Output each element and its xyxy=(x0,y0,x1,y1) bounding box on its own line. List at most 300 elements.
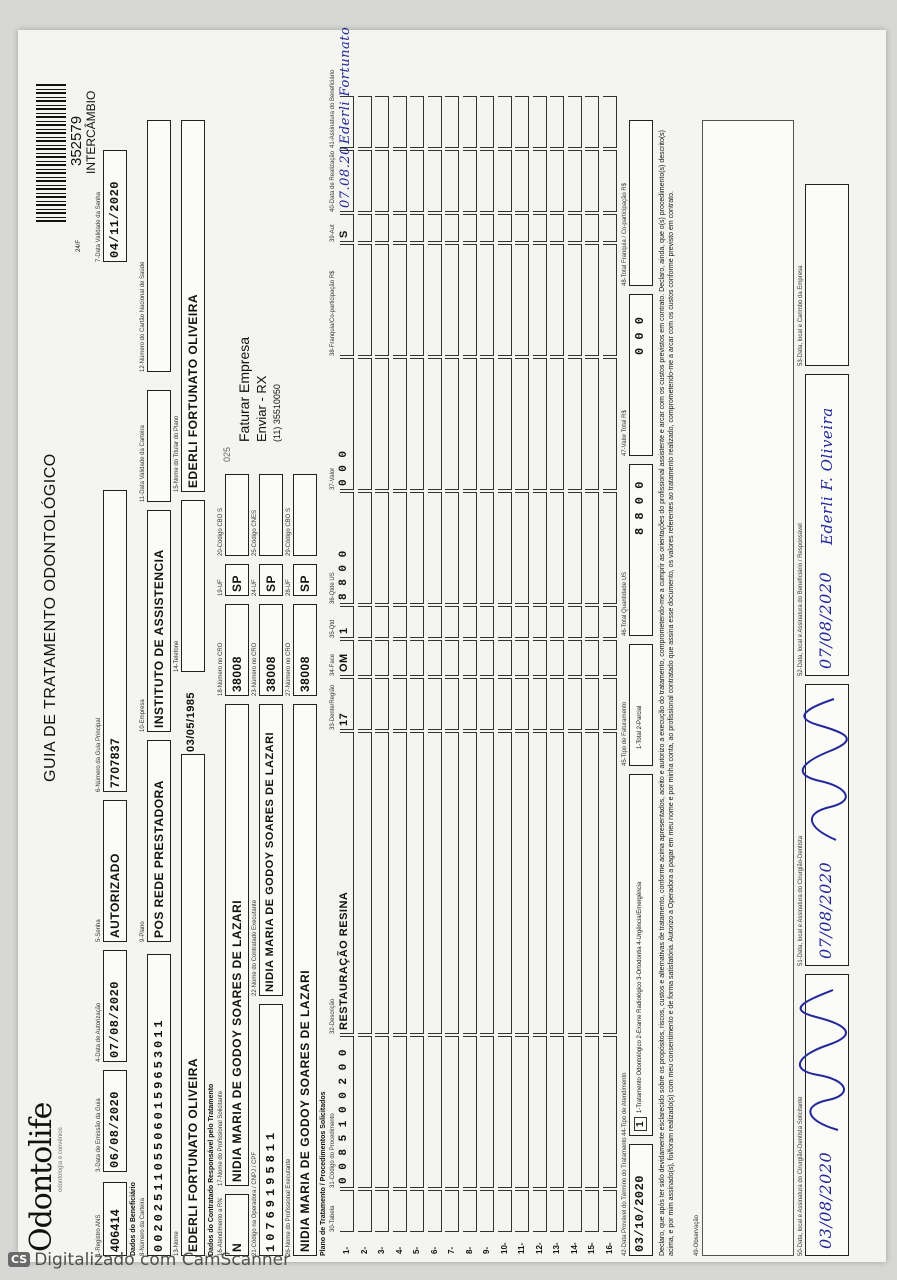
procedure-cell-tabela xyxy=(498,1190,512,1232)
page-title: GUIA DE TRATAMENTO ODONTOLÓGICO xyxy=(42,453,59,782)
plano-value: POS REDE PRESTADORA xyxy=(152,780,166,938)
procedure-cell-aut xyxy=(585,214,599,242)
procedure-cell-face xyxy=(410,640,424,676)
procedure-cell-tabela xyxy=(550,1190,564,1232)
procedure-cell-tabela xyxy=(340,1190,354,1232)
procedure-cell-codigo xyxy=(445,1036,459,1188)
uf2-box xyxy=(259,564,283,596)
procedure-cell-codigo xyxy=(568,1036,582,1188)
procedure-cell-aut xyxy=(393,214,407,242)
carteira-box xyxy=(147,954,171,1256)
uf3-box xyxy=(293,564,317,596)
procedure-row-number: 15- xyxy=(587,1242,596,1254)
nome-value: EDERLI FORTUNATO OLIVEIRA xyxy=(186,1057,200,1252)
procedure-cell-franquia xyxy=(393,244,407,356)
senha-box xyxy=(103,800,127,942)
executante-box xyxy=(293,704,317,1256)
procedure-cell-descricao xyxy=(428,732,442,1034)
procedure-cell-dente xyxy=(463,678,477,730)
telefone-box xyxy=(181,500,205,672)
procedure-row xyxy=(585,122,600,1254)
valor-total-box xyxy=(629,294,653,456)
procedure-value-codigo: 0 0 8 5 1 0 0 2 0 0 xyxy=(338,1049,350,1184)
label-data-termino: 42-Data Provável do Término do Tratamento xyxy=(622,1137,628,1256)
procedure-cell-face xyxy=(533,640,547,676)
procedure-cell-codigo xyxy=(585,1036,599,1188)
procedure-cell-dente xyxy=(445,678,459,730)
procedure-cell-codigo xyxy=(358,1036,372,1188)
procedure-cell-tabela xyxy=(410,1190,424,1232)
procedure-header-8: 38-Franquia/Co-participação R$ xyxy=(330,270,336,356)
procedure-cell-qtd xyxy=(340,606,354,638)
sig1-scribble xyxy=(798,985,854,1135)
procedure-cell-franquia xyxy=(428,244,442,356)
procedure-cell-aut xyxy=(340,214,354,242)
procedure-value-descricao: RESTAURAÇÃO RESINA xyxy=(338,891,350,1030)
cro2-value: 38008 xyxy=(264,656,278,692)
procedure-cell-qtd xyxy=(480,606,494,638)
procedure-cell-dente xyxy=(533,678,547,730)
procedure-row xyxy=(533,122,548,1254)
validade-carteira-box xyxy=(147,390,171,502)
valor-total-value: 0 0 0 xyxy=(633,316,647,355)
tipo-atendimento-options: 1-Tratamento Odontológico 2-Exame Radiológico 3-Ortodontia 4-Urgência/Emergência xyxy=(637,881,643,1113)
procedure-cell-us xyxy=(393,492,407,604)
label-sig4: 53-Data, local e Carimbo da Empresa xyxy=(798,265,804,366)
procedure-cell-aut xyxy=(550,214,564,242)
procedure-row xyxy=(445,122,460,1254)
data-autorizacao-box xyxy=(103,950,127,1062)
sig3-name: Ederli F. Oliveira xyxy=(818,407,836,545)
carteira-value: 00202511055060159653011 xyxy=(152,1017,166,1252)
empresa-box xyxy=(147,510,171,732)
procedure-row xyxy=(375,122,390,1254)
procedure-row-number: 1- xyxy=(342,1246,351,1254)
cns-box xyxy=(147,120,171,372)
uf3-value: SP xyxy=(298,574,312,592)
section-procedimentos: Plano de Tratamento / Procedimentos Solicitados xyxy=(320,1091,327,1256)
procedure-row xyxy=(410,122,425,1254)
total-us-box xyxy=(629,464,653,636)
atendimento-rn-box xyxy=(225,1194,249,1256)
procedure-cell-descricao xyxy=(480,732,494,1034)
plano-box xyxy=(147,740,171,942)
procedure-cell-franquia xyxy=(603,244,617,356)
procedure-row-number: 10- xyxy=(499,1242,509,1254)
procedure-cell-data xyxy=(603,150,617,212)
label-executante: 26-Nome do Profissional Executante xyxy=(286,1158,292,1256)
procedure-cell-assinatura xyxy=(463,96,477,148)
procedure-cell-dente xyxy=(375,678,389,730)
procedure-value-us: 8 8 0 0 xyxy=(338,550,350,600)
procedure-row-number: 5- xyxy=(412,1246,421,1254)
label-nome: 13-Nome xyxy=(174,1231,180,1256)
procedure-cell-descricao xyxy=(550,732,564,1034)
procedure-cell-codigo xyxy=(428,1036,442,1188)
procedure-cell-aut xyxy=(358,214,372,242)
procedure-cell-dente xyxy=(410,678,424,730)
label-cnes: 25-Código CNES xyxy=(252,509,258,556)
procedure-cell-us xyxy=(445,492,459,604)
label-validade-carteira: 11-Data Validade da Carteira xyxy=(140,425,146,502)
procedure-cell-aut xyxy=(428,214,442,242)
sig2-date: 07/08/2020 xyxy=(816,861,835,959)
procedure-cell-assinatura xyxy=(585,96,599,148)
guia-principal-value: 7707837 xyxy=(108,737,122,788)
declaration-text: Declaro, que após ter sido devidamente esclarecido sobre os propósitos, riscos, custos e alternativas de tratamento, conforme acima apresentados, aceito e autorizo a execução do tratamento, comprometendo-me a cumprir as orientações do profissional assistente e arcar com os custos previstos em contrato. Declaro, ainda, que o(s) procedimento(s) descrito(s) acima, e por mim assinado(s), foi/foram realizado(s) com meu consentimento e de forma satisfatória. Autorizo a Operadora a pagar em meu nome e por minha conta, ao profissional contratado que assina esse documento, os valores referentes ao tratamento realizado, comprometendo-me a arcar com os custos conforme previsto em contrato. xyxy=(659,130,675,1256)
procedure-row xyxy=(428,122,443,1254)
label-cbo: 20-Código CBO S xyxy=(218,507,224,556)
procedure-cell-us xyxy=(410,492,424,604)
cnes-box xyxy=(259,474,283,556)
empresa-value: INSTITUTO DE ASSISTENCIA xyxy=(152,549,166,728)
procedure-cell-us xyxy=(358,492,372,604)
label-operadora-code: 21-Código na Operadora / CNPJ / CPF xyxy=(252,1151,258,1256)
procedure-header-1: 31-Código do Procedimento xyxy=(330,1113,336,1188)
procedure-cell-us xyxy=(428,492,442,604)
atendimento-rn-value: N xyxy=(230,1242,244,1252)
procedure-cell-valor xyxy=(393,358,407,490)
procedure-cell-assinatura xyxy=(568,96,582,148)
scanned-form-page xyxy=(18,26,886,1262)
label-contratado-exec: 22-Nome do Contratado Executante xyxy=(252,899,258,996)
procedure-cell-qtd xyxy=(515,606,529,638)
procedure-cell-data xyxy=(358,150,372,212)
cbo-box xyxy=(225,474,249,556)
procedure-cell-descricao xyxy=(410,732,424,1034)
procedure-cell-aut xyxy=(445,214,459,242)
senha-value: AUTORIZADO xyxy=(108,853,122,938)
label-empresa: 10-Empresa xyxy=(140,699,146,732)
procedure-cell-dente xyxy=(358,678,372,730)
procedure-header-11: 41-Assinatura do Beneficiário xyxy=(330,69,336,148)
procedure-cell-descricao xyxy=(393,732,407,1034)
procedure-cell-dente xyxy=(393,678,407,730)
procedure-cell-face xyxy=(375,640,389,676)
data-termino-box xyxy=(629,1144,653,1256)
procedure-cell-us xyxy=(550,492,564,604)
procedure-cell-qtd xyxy=(375,606,389,638)
operadora-code-box xyxy=(259,1004,283,1256)
label-cbo3: 29-Código CBO S xyxy=(286,507,292,556)
contratado-exec-box xyxy=(259,704,283,996)
procedure-cell-dente xyxy=(515,678,529,730)
procedure-row xyxy=(463,122,478,1254)
cro3-box xyxy=(293,604,317,696)
camscanner-logo-icon: CS xyxy=(8,1252,30,1267)
procedure-cell-valor xyxy=(480,358,494,490)
barcode xyxy=(36,82,66,222)
sig3-date: 07/08/2020 xyxy=(816,571,835,669)
procedure-cell-qtd xyxy=(533,606,547,638)
procedure-cell-data xyxy=(550,150,564,212)
procedure-cell-assinatura xyxy=(515,96,529,148)
procedure-cell-qtd xyxy=(463,606,477,638)
procedure-cell-descricao xyxy=(375,732,389,1034)
procedure-row-number: 6- xyxy=(429,1246,439,1254)
procedure-value-data: 07.08.20 xyxy=(338,146,353,208)
procedure-cell-valor xyxy=(585,358,599,490)
label-cro3: 27-Número no CRO xyxy=(286,642,292,696)
procedure-value-valor: 0 0 0 xyxy=(338,450,350,486)
procedure-header-2: 32-Descrição xyxy=(330,998,336,1034)
label-uf2: 24-UF xyxy=(252,579,258,596)
procedure-header-5: 35-Qtd xyxy=(330,619,336,638)
procedure-cell-face xyxy=(480,640,494,676)
procedure-cell-qtd xyxy=(550,606,564,638)
guia-principal-box xyxy=(103,490,127,792)
procedure-cell-aut xyxy=(568,214,582,242)
procedure-cell-assinatura xyxy=(498,96,512,148)
procedure-cell-qtd xyxy=(603,606,617,638)
logo-tagline: odontologia e convênios xyxy=(58,1127,64,1192)
procedure-cell-codigo xyxy=(463,1036,477,1188)
procedure-cell-dente xyxy=(603,678,617,730)
label-plano: 9-Plano xyxy=(140,921,146,942)
procedure-cell-tabela xyxy=(603,1190,617,1232)
procedure-cell-tabela xyxy=(463,1190,477,1232)
procedure-cell-qtd xyxy=(358,606,372,638)
sig2-scribble xyxy=(798,695,854,845)
procedure-cell-franquia xyxy=(515,244,529,356)
procedure-value-face: OM xyxy=(338,653,350,672)
data-emissao-value: 06/08/2020 xyxy=(108,1090,122,1168)
procedure-cell-tabela xyxy=(428,1190,442,1232)
label-senha: 5-Senha xyxy=(96,919,102,942)
procedure-cell-dente xyxy=(428,678,442,730)
procedure-cell-descricao xyxy=(463,732,477,1034)
procedure-cell-data xyxy=(515,150,529,212)
procedure-cell-face xyxy=(585,640,599,676)
procedure-cell-data xyxy=(393,150,407,212)
procedure-cell-assinatura xyxy=(410,96,424,148)
procedure-cell-codigo xyxy=(340,1036,354,1188)
label-uf3: 28-UF xyxy=(286,579,292,596)
procedure-row xyxy=(568,122,583,1254)
procedure-header-3: 33-Dente/Região xyxy=(330,684,336,730)
procedure-cell-assinatura xyxy=(533,96,547,148)
contratado-exec-value: NIDIA MARIA DE GODOY SOARES DE LAZARI xyxy=(264,731,276,992)
cbo3-box xyxy=(293,474,317,556)
procedure-row-number: 16- xyxy=(604,1242,614,1254)
label-valor-total: 47-Valor Total R$ xyxy=(622,410,628,456)
procedure-cell-qtd xyxy=(445,606,459,638)
sig1-box xyxy=(805,974,849,1256)
procedure-header-4: 34-Face xyxy=(330,653,336,676)
procedure-cell-codigo xyxy=(480,1036,494,1188)
data-emissao-box xyxy=(103,1070,127,1172)
validade-senha-box xyxy=(103,150,127,262)
cro-box xyxy=(225,604,249,696)
page-marker: 24/F xyxy=(76,239,82,252)
procedure-cell-valor xyxy=(603,358,617,490)
procedure-cell-valor xyxy=(445,358,459,490)
label-uf: 19-UF xyxy=(218,579,224,596)
procedure-cell-face xyxy=(463,640,477,676)
procedure-value-aut: S xyxy=(338,230,350,238)
procedure-cell-face xyxy=(550,640,564,676)
procedure-row xyxy=(498,122,513,1254)
procedure-cell-franquia xyxy=(498,244,512,356)
procedure-cell-data xyxy=(445,150,459,212)
procedure-cell-descricao xyxy=(498,732,512,1034)
procedure-cell-franquia xyxy=(480,244,494,356)
procedure-cell-dente xyxy=(498,678,512,730)
procedure-cell-data xyxy=(585,150,599,212)
label-cro2: 23-Número no CRO xyxy=(252,642,258,696)
procedure-cell-franquia xyxy=(533,244,547,356)
procedure-cell-codigo xyxy=(410,1036,424,1188)
procedure-cell-data xyxy=(463,150,477,212)
procedure-cell-face xyxy=(445,640,459,676)
procedure-cell-tabela xyxy=(375,1190,389,1232)
procedure-cell-tabela xyxy=(445,1190,459,1232)
procedure-cell-codigo xyxy=(515,1036,529,1188)
procedure-cell-us xyxy=(603,492,617,604)
label-total-us: 46-Total Quantidade US xyxy=(622,571,628,636)
procedure-cell-aut xyxy=(498,214,512,242)
label-tipo-atendimento: 44-Tipo de Atendimento xyxy=(622,1072,628,1136)
executante-value: NIDIA MARIA DE GODOY SOARES DE LAZARI xyxy=(298,969,312,1252)
procedure-cell-tabela xyxy=(533,1190,547,1232)
procedure-cell-dente xyxy=(550,678,564,730)
procedure-header-6: 36-Qtde US xyxy=(330,572,336,604)
nascimento-value: 03/05/1985 xyxy=(185,691,197,752)
uf2-value: SP xyxy=(264,574,278,592)
procedure-cell-franquia xyxy=(410,244,424,356)
observacao-box xyxy=(702,120,794,1256)
procedure-cell-dente xyxy=(568,678,582,730)
procedure-cell-tabela xyxy=(568,1190,582,1232)
procedure-header-7: 37-Valor xyxy=(330,467,336,490)
procedure-cell-us xyxy=(533,492,547,604)
procedure-cell-valor xyxy=(358,358,372,490)
section-contratado: Dados do Contratado Responsável pelo Tratamento xyxy=(208,1083,215,1256)
procedure-cell-valor xyxy=(515,358,529,490)
procedure-cell-descricao xyxy=(585,732,599,1034)
operadora-code-value: 10769195811 xyxy=(264,1128,278,1252)
procedure-cell-dente xyxy=(585,678,599,730)
procedure-cell-face xyxy=(515,640,529,676)
procedure-cell-aut xyxy=(375,214,389,242)
total-us-value: 8 8 0 0 xyxy=(633,481,647,535)
label-telefone: 14-Telefone xyxy=(174,640,180,672)
tipo-faturamento-box xyxy=(629,644,653,766)
procedure-cell-us xyxy=(515,492,529,604)
procedure-cell-us xyxy=(463,492,477,604)
procedure-cell-descricao xyxy=(445,732,459,1034)
sig3-box xyxy=(805,374,849,676)
profissional-box xyxy=(225,704,249,1186)
procedure-row-number: 14- xyxy=(569,1242,579,1254)
label-validade-senha: 7-Data Validade da Senha xyxy=(96,192,102,262)
procedure-cell-qtd xyxy=(498,606,512,638)
procedure-cell-data xyxy=(498,150,512,212)
procedure-row-number: 13- xyxy=(552,1242,561,1254)
label-data-emissao: 3-Data de Emissão da Guia xyxy=(96,1098,102,1172)
procedure-cell-franquia xyxy=(358,244,372,356)
procedure-cell-assinatura xyxy=(480,96,494,148)
procedure-cell-tabela xyxy=(393,1190,407,1232)
procedure-cell-data xyxy=(480,150,494,212)
label-nome-titular: 15-Nome do Titular do Plano xyxy=(174,415,180,492)
procedure-cell-us xyxy=(498,492,512,604)
procedure-row-number: 7- xyxy=(447,1246,456,1254)
profissional-value: NIDIA MARIA DE GODOY SOARES DE LAZARI xyxy=(230,899,244,1182)
franquia-total-box xyxy=(629,120,653,286)
procedure-cell-descricao xyxy=(515,732,529,1034)
procedure-cell-valor xyxy=(340,358,354,490)
procedure-cell-aut xyxy=(533,214,547,242)
tipo-faturamento-options: 1-Total 2-Parcial xyxy=(637,705,643,749)
procedure-cell-qtd xyxy=(428,606,442,638)
procedure-value-qtd: 1 xyxy=(338,627,350,634)
procedure-cell-assinatura xyxy=(550,96,564,148)
procedure-cell-valor xyxy=(428,358,442,490)
label-registro-ans: 1-Registro ANS xyxy=(96,1214,102,1256)
procedure-cell-valor xyxy=(568,358,582,490)
procedure-cell-aut xyxy=(515,214,529,242)
procedure-cell-face xyxy=(340,640,354,676)
procedure-cell-data xyxy=(410,150,424,212)
procedure-cell-qtd xyxy=(410,606,424,638)
sig1-date: 03/08/2020 xyxy=(816,1151,835,1249)
procedure-cell-aut xyxy=(603,214,617,242)
procedure-cell-dente xyxy=(480,678,494,730)
procedure-row xyxy=(603,122,618,1254)
note-phone: (11) 35510050 xyxy=(272,384,282,442)
procedure-row xyxy=(480,122,495,1254)
procedure-cell-assinatura xyxy=(338,26,354,148)
procedure-cell-codigo xyxy=(393,1036,407,1188)
camscanner-watermark xyxy=(8,1250,290,1270)
procedure-cell-assinatura xyxy=(375,96,389,148)
label-observacao: 49-Observação xyxy=(694,1214,700,1256)
procedure-row-number: 2- xyxy=(359,1246,369,1254)
procedure-value-assinatura: Ederli Fortunato xyxy=(338,26,353,144)
procedure-row xyxy=(515,122,530,1254)
procedure-cell-assinatura xyxy=(428,96,442,148)
procedure-cell-data xyxy=(428,150,442,212)
label-sig1: 50-Data, local e Assinatura do Cirurgião-Dentista Solicitante xyxy=(798,1096,804,1256)
guide-number: 352579 xyxy=(68,115,85,166)
procedure-cell-valor xyxy=(463,358,477,490)
procedure-cell-descricao xyxy=(568,732,582,1034)
procedure-cell-assinatura xyxy=(358,96,372,148)
procedure-cell-descricao xyxy=(603,732,617,1034)
camscanner-text: Digitalizado com CamScanner xyxy=(34,1250,291,1270)
note-enviar: Enviar - RX xyxy=(254,375,269,442)
cro-value: 38008 xyxy=(230,656,244,692)
procedure-cell-franquia xyxy=(445,244,459,356)
procedure-cell-codigo xyxy=(533,1036,547,1188)
procedure-cell-codigo xyxy=(603,1036,617,1188)
procedure-row-number: 11- xyxy=(517,1242,526,1254)
procedure-header-0: 30-Tabela xyxy=(330,1205,336,1232)
label-cro: 18-Número no CRO xyxy=(218,642,224,696)
cro3-value: 38008 xyxy=(298,656,312,692)
procedure-header-9: 39-Aut xyxy=(330,224,336,242)
procedure-cell-franquia xyxy=(463,244,477,356)
procedure-cell-franquia xyxy=(568,244,582,356)
procedure-cell-tabela xyxy=(480,1190,494,1232)
procedure-cell-aut xyxy=(480,214,494,242)
uf-value: SP xyxy=(230,574,244,592)
procedure-cell-tabela xyxy=(585,1190,599,1232)
procedure-cell-face xyxy=(603,640,617,676)
label-cns: 12-Número do Cartão Nacional de Saúde xyxy=(140,261,146,372)
label-sig3: 52-Data, local e Assinatura do Beneficiário / Responsável xyxy=(798,523,804,676)
